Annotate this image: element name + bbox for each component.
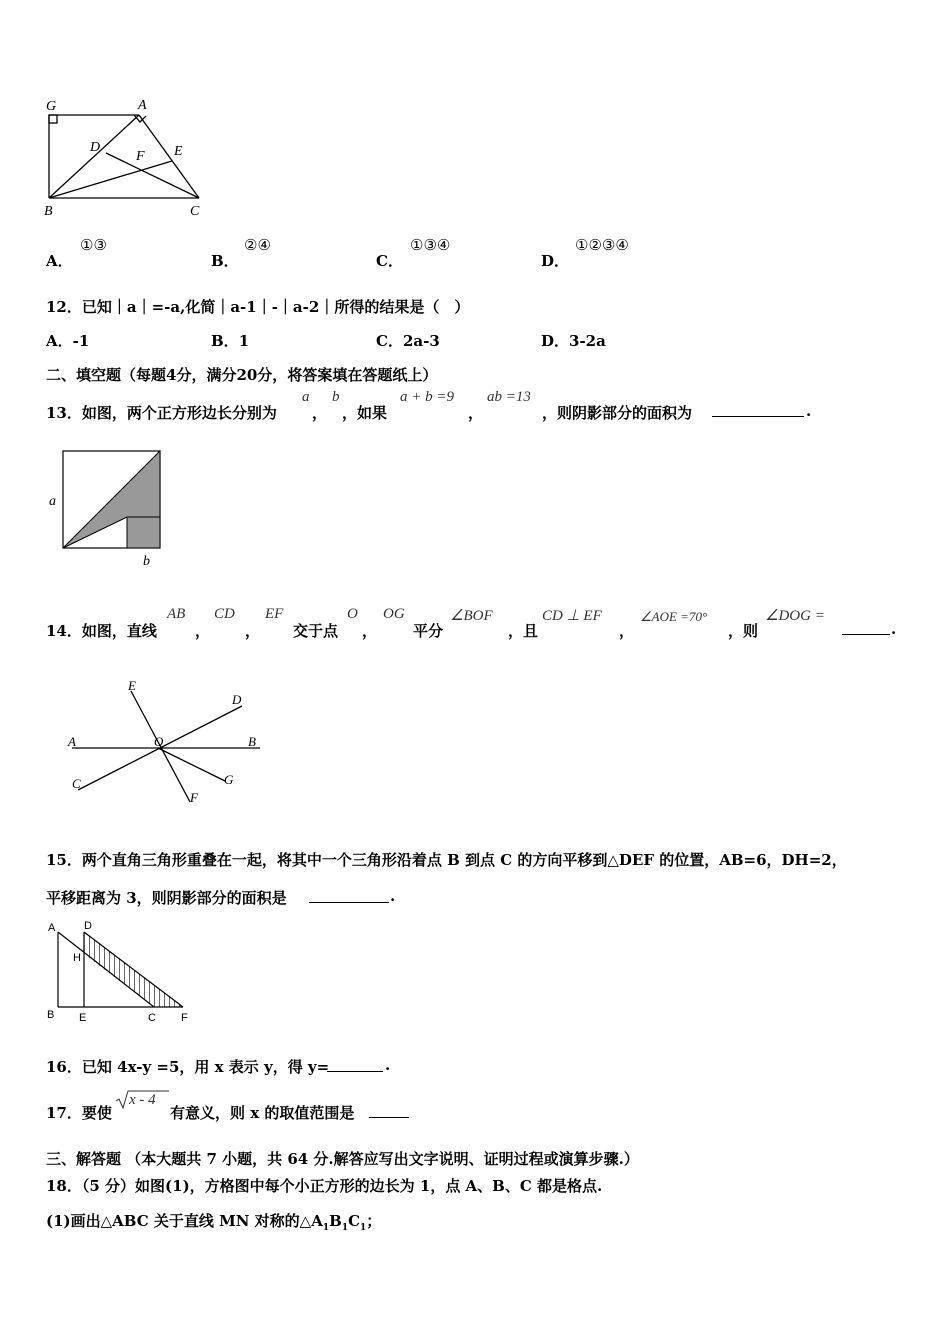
q13-answer-blank[interactable] [712, 416, 804, 417]
q13-var-b: b [332, 389, 340, 405]
q14-bof: ∠BOF [450, 608, 493, 624]
q18-text: 18．（5 分）如图(1)，方格图中每个小正方形的边长为 1，点 A、B、C 都是格点. [46, 1177, 603, 1195]
q12-option-b: B．1 [211, 332, 250, 350]
q14-and: ，且 [508, 622, 539, 640]
q14-ef: EF [265, 606, 284, 622]
q14-o: O [347, 606, 358, 622]
label-a: A [48, 922, 56, 934]
q13-cond1: a + b =9 [400, 389, 454, 405]
label-e: E [174, 144, 183, 159]
q14-comma: ， [362, 622, 378, 640]
label-b: B [44, 204, 53, 219]
label-d: D [84, 920, 92, 932]
section3-title: 三、解答题 （本大题共 7 小题，共 64 分.解答应写出文字说明、证明过程或演算步骤.） [46, 1150, 639, 1168]
q14-end: . [891, 620, 897, 638]
q17-answer-blank[interactable] [369, 1117, 409, 1118]
q13-suffix: ，则阴影部分的面积为 [542, 404, 693, 422]
figure-q15 [44, 918, 194, 1026]
q14-then: ，则 [728, 622, 759, 640]
q18-sub1: (1)画出△ABC 关于直线 MN 对称的$\triangle A_1B_1C_1$； [46, 1212, 382, 1233]
label-a: A [138, 98, 147, 113]
q17-suffix: 有意义，则 x 的取值范围是 [170, 1104, 355, 1122]
q13-comma: ， [468, 404, 484, 422]
q13-var-a: a [302, 389, 310, 405]
q11-option-a-value: ①③ [80, 236, 107, 254]
label-b: B [248, 734, 256, 749]
label-a: a [49, 494, 56, 509]
q16-end: . [385, 1056, 391, 1074]
q14-prefix: 14．如图，直线 [46, 622, 157, 640]
q16-answer-blank[interactable] [327, 1071, 383, 1072]
q12-option-c: C．2a-3 [376, 332, 440, 350]
q15-line1: 15．两个直角三角形重叠在一起，将其中一个三角形沿着点 B 到点 C 的方向平移到△DEF 的位置，AB=6，DH=2， [46, 851, 847, 869]
figure-q11 [40, 94, 220, 224]
label-c: C [148, 1012, 156, 1024]
label-a: A [68, 734, 76, 749]
figure-q14 [60, 676, 270, 814]
q11-option-d-value: ①②③④ [575, 236, 629, 254]
q16-text: 16．已知 4x-y =5，用 x 表示 y，得 y= [46, 1058, 330, 1076]
q17-prefix: 17．要使 [46, 1104, 112, 1122]
q14-answer-blank[interactable] [842, 634, 890, 635]
q15-end: . [390, 887, 396, 905]
q14-bisect: 平分 [413, 622, 444, 640]
q14-meet: 交于点 [293, 622, 339, 640]
label-e: E [128, 678, 136, 693]
label-b: b [143, 554, 150, 569]
label-h: H [73, 952, 81, 964]
q14-aoe: ∠AOE =70° [640, 609, 708, 624]
q14-ab: AB [167, 606, 186, 622]
figure-q13 [44, 446, 174, 570]
q14-comma: ， [195, 622, 211, 640]
q15-answer-blank[interactable] [309, 902, 389, 903]
label-d: D [232, 692, 242, 707]
q14-comma: ， [619, 622, 635, 640]
q14-cd: CD [214, 606, 235, 622]
label-c: C [72, 776, 81, 791]
section2-title: 二、填空题（每题4分，满分20分，将答案填在答题纸上） [46, 366, 438, 384]
q13-prefix: 13．如图，两个正方形边长分别为 [46, 404, 277, 422]
q13-comma: ， [312, 404, 328, 422]
q17-radicand: x - 4 [129, 1092, 156, 1108]
q11-option-c-value: ①③④ [410, 236, 451, 254]
label-d: D [90, 140, 101, 155]
label-g: G [224, 772, 234, 787]
q11-option-b-value: ②④ [244, 236, 271, 254]
q12-option-d: D．3-2a [541, 332, 606, 350]
label-f: F [181, 1012, 188, 1024]
q13-end: . [806, 402, 812, 420]
q13-if: ，如果 [342, 404, 388, 422]
label-e: E [79, 1012, 87, 1024]
q14-perp: CD ⊥ EF [542, 608, 602, 624]
label-g: G [46, 99, 57, 114]
q11-option-d: D． [541, 252, 570, 270]
q14-og: OG [383, 606, 405, 622]
label-c: C [190, 204, 200, 219]
label-f: F [190, 790, 198, 805]
q14-dog: ∠DOG = [765, 608, 825, 624]
q14-comma: ， [245, 622, 261, 640]
q11-option-c: C． [376, 252, 403, 270]
label-o: O [154, 734, 164, 749]
q12-text: 12．已知｜a｜=-a,化简｜a-1｜-｜a-2｜所得的结果是（ ） [46, 298, 470, 316]
q11-option-a: A． [46, 252, 73, 270]
label-f: F [136, 149, 145, 164]
q11-option-b: B． [211, 252, 239, 270]
q13-cond2: ab =13 [487, 389, 531, 405]
q15-line2: 平移距离为 3，则阴影部分的面积是 [46, 889, 287, 907]
q12-option-a: A．-1 [46, 332, 90, 350]
label-b: B [47, 1009, 55, 1021]
